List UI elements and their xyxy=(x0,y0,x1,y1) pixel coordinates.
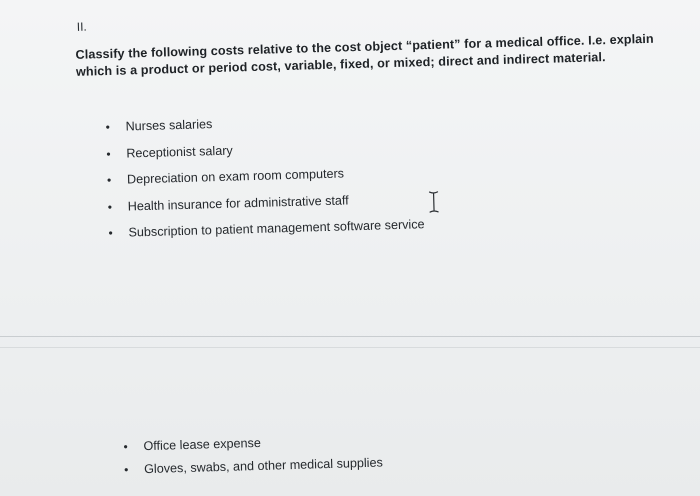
bullet-icon: • xyxy=(107,199,113,214)
bullet-icon: • xyxy=(123,439,128,454)
list-item-text: Health insurance for administrative staff xyxy=(127,192,349,214)
text-cursor-icon-graphic xyxy=(426,190,441,214)
text-cursor-icon xyxy=(426,190,441,214)
bullet-icon: • xyxy=(106,146,111,161)
bullet-icon: • xyxy=(123,462,129,477)
bullet-icon: • xyxy=(108,225,113,241)
list-item-text: Subscription to patient management software service xyxy=(128,217,425,240)
section-number: II. xyxy=(76,19,87,34)
bullet-icon: • xyxy=(106,172,112,188)
bullet-icon: • xyxy=(105,119,110,135)
list-item-text: Office lease expense xyxy=(143,435,262,454)
list-item-text: Gloves, swabs, and other medical supplies xyxy=(143,455,383,477)
question-text: Classify the following costs relative to the cost object “patient” for a medical office. I.e. explain which is a product or period cost, variable, fixed, or mixed; direct and indirect material. xyxy=(75,31,654,79)
list-item-text: Nurses salaries xyxy=(125,117,213,134)
cost-list-top xyxy=(103,110,425,251)
cost-list-bottom xyxy=(121,432,383,485)
page-divider xyxy=(0,336,700,337)
page-divider xyxy=(0,347,700,348)
list-item-text: Depreciation on exam room computers xyxy=(126,166,345,187)
list-item-text: Receptionist salary xyxy=(126,143,233,161)
